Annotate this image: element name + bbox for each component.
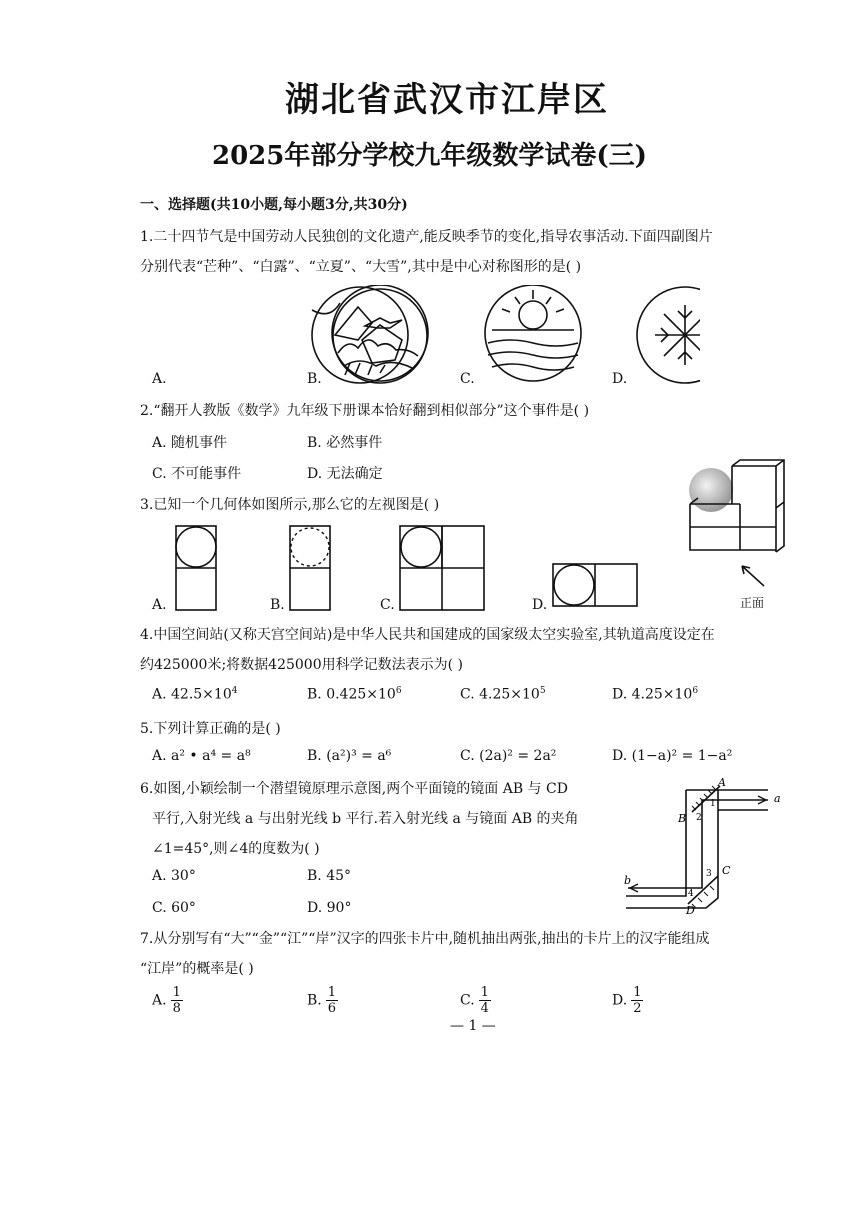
q7-text-line1: 7.从分别写有“大”“金”“江”“岸”汉字的四张卡片中,随机抽出两张,抽出的卡片上的汉字能组成: [140, 931, 710, 947]
q6-label-B: B: [678, 812, 687, 825]
q4-text-line2: 约425000米;将数据425000用科学记数法表示为( ): [140, 657, 463, 673]
q6-option-b[interactable]: B. 45°: [307, 868, 352, 884]
q2-text: 2.“翻开人教版《数学》九年级下册课本恰好翻到相似部分”这个事件是( ): [140, 403, 590, 419]
q7-option-b[interactable]: B. $\frac{1}{6}$: [307, 985, 337, 1016]
q5-option-a[interactable]: A. a² • a⁴ = a⁸: [152, 748, 251, 764]
q1-text-line2: 分别代表“芒种”、“白露”、“立夏”、“大雪”,其中是中心对称图形的是( ): [140, 259, 582, 275]
q6-option-d[interactable]: D. 90°: [307, 900, 352, 916]
q1-figure-c: [485, 285, 581, 381]
q6-angle-2: 2: [696, 813, 702, 823]
q6-option-c[interactable]: C. 60°: [152, 900, 196, 916]
q7-option-c[interactable]: C. $\frac{1}{4}$: [460, 985, 489, 1016]
q6-label-A: A: [718, 776, 726, 789]
q4-option-d[interactable]: D. $4.25\times 10^6$: [612, 686, 699, 703]
exam-title: 湖北省武汉市江岸区: [285, 80, 609, 120]
q6-angle-1: 1: [710, 799, 716, 809]
q5-option-b[interactable]: B. (a²)³ = a⁶: [307, 748, 392, 764]
q4-option-b[interactable]: B. $0.425\times 10^6$: [307, 686, 402, 703]
q4-option-a[interactable]: A. $42.5\times 10^4$: [152, 686, 238, 703]
q1-option-c[interactable]: C.: [460, 371, 475, 387]
q7-option-a[interactable]: A. $\frac{1}{8}$: [152, 985, 181, 1016]
q1-text-line1: 1.二十四节气是中国劳动人民独创的文化遗产,能反映季节的变化,指导农事活动.下面四副图片: [140, 229, 713, 245]
q2-option-a[interactable]: A. 随机事件: [152, 435, 228, 451]
q4-option-c[interactable]: C. $4.25\times 10^5$: [460, 686, 546, 703]
q3-text: 3.已知一个几何体如图所示,那么它的左视图是( ): [140, 497, 440, 513]
q5-option-d[interactable]: D. (1−a)² = 1−a²: [612, 748, 733, 764]
q6-text-line2: 平行,入射光线 a 与出射光线 b 平行.若入射光线 a 与镜面 AB 的夹角: [152, 811, 579, 827]
q5-option-c[interactable]: C. (2a)² = 2a²: [460, 748, 557, 764]
q4-text-line1: 4.中国空间站(又称天宫空间站)是中华人民共和国建成的国家级太空实验室,其轨道高度设定在: [140, 627, 715, 643]
q7-text-line2: “江岸”的概率是( ): [140, 961, 254, 977]
q6-angle-3: 3: [706, 869, 712, 879]
q2-option-d[interactable]: D. 无法确定: [307, 466, 383, 482]
q6-label-b: b: [624, 874, 632, 887]
q6-periscope-figure: [618, 776, 798, 916]
q3-option-a[interactable]: A.: [152, 597, 167, 613]
q1-figure-d: [637, 287, 700, 383]
q1-option-d[interactable]: D.: [612, 371, 628, 387]
q2-option-c[interactable]: C. 不可能事件: [152, 466, 242, 482]
q6-label-a: a: [774, 792, 781, 805]
q5-text: 5.下列计算正确的是( ): [140, 721, 281, 737]
section-heading: 一、选择题(共10小题,每小题3分,共30分): [140, 197, 408, 213]
q7-option-d[interactable]: D. $\frac{1}{2}$: [612, 985, 642, 1016]
q2-option-b[interactable]: B. 必然事件: [307, 435, 383, 451]
q6-text-line1: 6.如图,小颖绘制一个潜望镜原理示意图,两个平面镜的镜面 AB 与 CD: [140, 781, 568, 797]
q1-figure-b-art: [330, 288, 430, 388]
q1-option-a[interactable]: A.: [152, 371, 167, 387]
q1-option-b[interactable]: B.: [307, 371, 322, 387]
q3-front-label: 正面: [740, 596, 765, 610]
q3-option-d[interactable]: D.: [532, 597, 548, 613]
exam-subtitle: 2025年部分学校九年级数学试卷(三): [212, 141, 647, 171]
page-number: — 1 —: [450, 1018, 496, 1034]
q6-label-D: D: [686, 904, 695, 916]
q3-option-b[interactable]: B.: [270, 597, 285, 613]
q6-option-a[interactable]: A. 30°: [152, 868, 196, 884]
q3-options-figures: [140, 522, 660, 614]
q3-solid-figure: [684, 458, 794, 608]
q6-text-line3: ∠1=45°,则∠4的度数为( ): [152, 841, 320, 857]
q6-angle-4: 4: [688, 889, 694, 899]
q3-option-c[interactable]: C.: [380, 597, 395, 613]
q6-label-C: C: [722, 864, 731, 877]
